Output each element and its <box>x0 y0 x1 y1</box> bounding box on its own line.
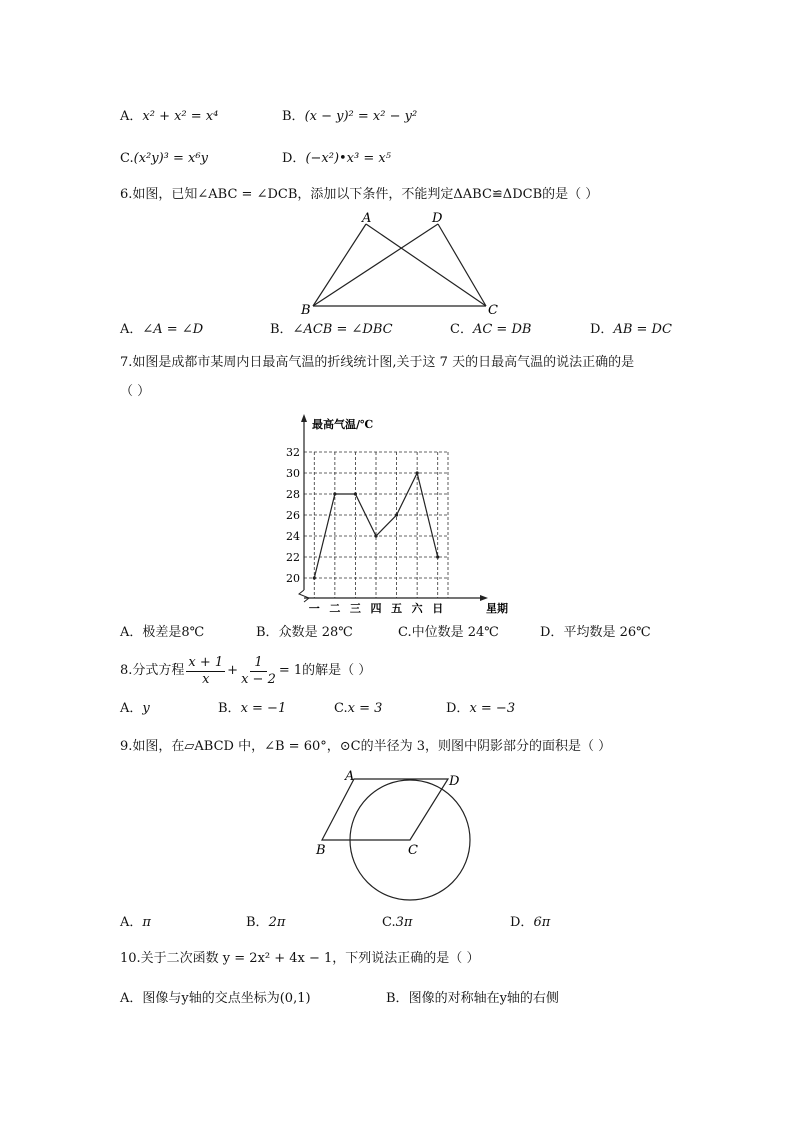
q5-option-c: C.(x²y)³ = x⁶y <box>120 151 208 166</box>
x-axis-label: 星期 <box>486 602 508 615</box>
data-point <box>333 492 336 495</box>
label-c: C <box>488 303 498 318</box>
y-axis-label: 最高气温/℃ <box>312 418 374 431</box>
label-a: A <box>345 769 355 784</box>
q6-triangle-figure <box>298 210 508 320</box>
q8-plus: + <box>227 663 239 678</box>
q9-option-a: A．π <box>120 915 151 930</box>
q6-option-d: D．AB = DC <box>590 322 672 337</box>
q8-stem-prefix: 8.分式方程 <box>120 663 185 678</box>
y-tick-label: 26 <box>286 509 300 522</box>
chart-grid <box>304 452 448 598</box>
y-tick-label: 32 <box>286 446 300 459</box>
q7-option-a: A．极差是8℃ <box>120 625 205 640</box>
q6-option-a: A．∠A = ∠D <box>120 322 204 337</box>
q8-option-c: C.x = 3 <box>334 701 383 716</box>
q5-option-a-text: x² + x² = x⁴ <box>142 109 219 124</box>
label-a: A <box>362 211 372 226</box>
data-point <box>436 555 439 558</box>
y-tick-label: 24 <box>286 530 300 543</box>
q5-option-c-text: (x²y)³ = x⁶y <box>133 151 208 166</box>
q6-stem: 6.如图，已知∠ABC = ∠DCB，添加以下条件，不能判定ΔABC≌ΔDCB的是（ ） <box>120 187 599 202</box>
q5-option-a: A．x² + x² = x⁴ <box>120 109 219 124</box>
y-tick-label: 22 <box>286 551 300 564</box>
q5-option-b: B．(x − y)² = x² − y² <box>282 109 418 124</box>
y-tick-label: 20 <box>286 572 300 585</box>
label-b: B <box>301 303 311 318</box>
q5-option-d: D．(−x²)•x³ = x⁵ <box>282 151 391 166</box>
q8-stem-suffix: = 1的解是（ ） <box>278 663 372 678</box>
x-tick-label: 二 <box>329 602 341 615</box>
x-tick-label: 六 <box>411 602 423 615</box>
q9-option-d: D．6π <box>510 915 551 930</box>
segment-db <box>313 224 438 306</box>
q7-stem-line1: 7.如图是成都市某周内日最高气温的折线统计图,关于这 7 天的日最高气温的说法正确的是 <box>120 355 635 370</box>
data-point <box>374 534 377 537</box>
q9-parallelogram-circle-figure <box>312 768 492 903</box>
parallelogram-abcd <box>322 779 448 840</box>
q8-option-a: A．y <box>120 701 150 716</box>
q8-fraction-1: x + 1 x <box>188 654 224 687</box>
data-point <box>354 492 357 495</box>
q5-option-d-text: (−x²)•x³ = x⁵ <box>305 151 391 166</box>
segment-ac <box>366 224 486 306</box>
segment-ab <box>313 224 366 306</box>
q5-option-b-text: (x − y)² = x² − y² <box>304 109 418 124</box>
label-d: D <box>449 774 460 789</box>
x-tick-label: 三 <box>349 602 361 615</box>
q8-stem <box>120 650 371 692</box>
q8-fraction-2: $\frac{1}{x - 2}$ <box>241 654 276 687</box>
q6-option-c: C．AC = DB <box>450 322 532 337</box>
q8-option-d: D．x = −3 <box>446 701 516 716</box>
q7-option-b: B．众数是 28℃ <box>256 625 353 640</box>
y-tick-labels <box>286 446 300 585</box>
data-point <box>395 513 398 516</box>
temperature-line-chart <box>282 412 522 617</box>
x-tick-labels <box>309 601 443 615</box>
q9-stem: 9.如图，在▱ABCD 中，∠B = 60°，⊙C的半径为 3，则图中阴影部分的面积是（ ） <box>120 739 612 754</box>
q8-option-b: B．x = −1 <box>218 701 287 716</box>
x-tick-label: 五 <box>391 602 403 615</box>
q10-stem: 10.关于二次函数 y = 2x² + 4x − 1，下列说法正确的是（ ） <box>120 951 480 966</box>
q10-option-b: B．图像的对称轴在y轴的右侧 <box>386 991 559 1006</box>
label-d: D <box>432 211 443 226</box>
x-tick-label: 一 <box>308 602 320 615</box>
data-point <box>313 576 316 579</box>
q7-stem-line2: （ ） <box>120 384 151 399</box>
q7-option-d: D．平均数是 26℃ <box>540 625 651 640</box>
y-tick-label: 30 <box>286 467 300 480</box>
axis-break-icon <box>299 590 309 602</box>
x-tick-label: 四 <box>370 602 382 615</box>
data-point <box>416 471 419 474</box>
q7-option-c: C.中位数是 24℃ <box>398 625 499 640</box>
q9-option-c: C.3π <box>382 915 413 930</box>
y-tick-label: 28 <box>286 488 300 501</box>
x-tick-label: 日 <box>432 602 444 615</box>
segment-dc <box>438 224 486 306</box>
label-c: C <box>408 843 418 858</box>
chart-axes <box>299 414 488 602</box>
label-b: B <box>316 843 326 858</box>
q10-option-a: A．图像与y轴的交点坐标为(0,1) <box>120 991 311 1006</box>
q6-option-b: B．∠ACB = ∠DBC <box>270 322 393 337</box>
q9-option-b: B．2π <box>246 915 286 930</box>
